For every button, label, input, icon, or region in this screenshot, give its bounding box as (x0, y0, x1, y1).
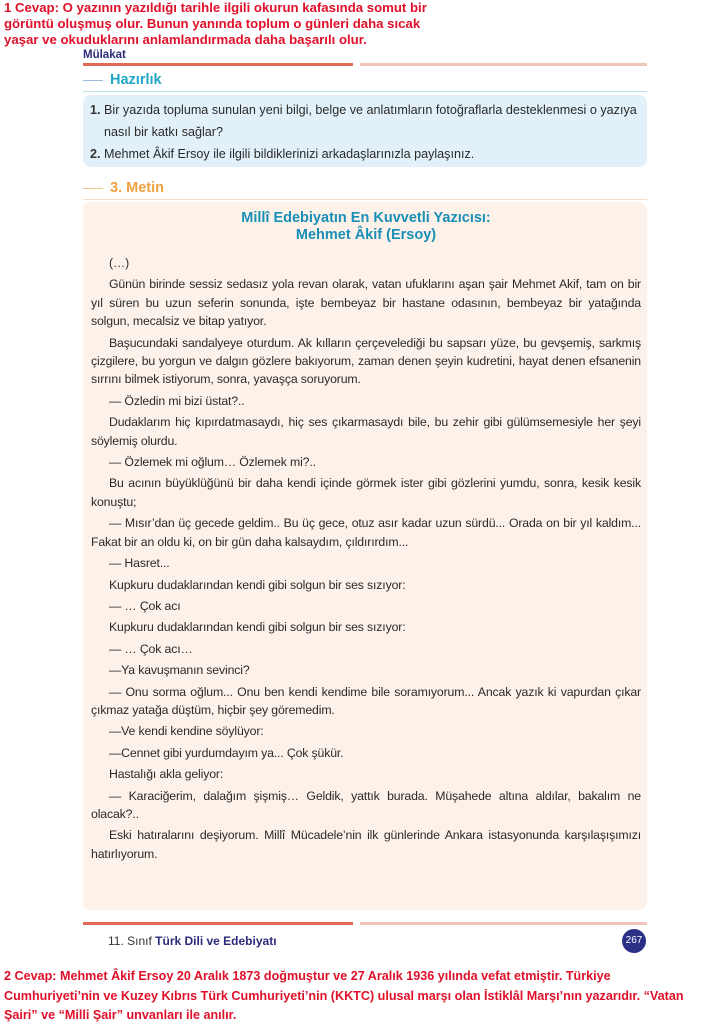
paragraph: — Mısır’dan üç gecede geldim.. Bu üç gece, otuz asır kadar uzun sürdü... Orada on bir yıl kaldım... Fakat bir an oldu ki, on bir gün daha kalsaydım, çıldırırdım... (91, 516, 641, 549)
paragraph: — Hasret... (109, 556, 170, 571)
paragraph: — Karaciğerim, dalağım şişmiş… Geldik, yattık burada. Müşahede altına aldılar, bakalım ne olacak?.. (91, 788, 641, 821)
question-1: 1. Bir yazıda topluma sunulan yeni bilgi, belge ve anlatımların fotoğraflarla desteklenmesi o yazıya nasıl bir katkı sağlar? (90, 103, 637, 139)
paragraph: —Ve kendi kendine söylüyor: (109, 724, 264, 739)
paragraph: Kupkuru dudaklarından kendi gibi solgun bir ses sızıyor: (109, 577, 406, 592)
paragraph: — Özlemek mi oğlum… Özlemek mi?.. (109, 455, 316, 470)
text-body (91, 254, 641, 863)
paragraph: —Ya kavuşmanın sevinci? (109, 663, 250, 678)
paragraph: — … Çok acı (109, 598, 181, 613)
paragraph: —Cennet gibi yurdumdayım ya... Çok şükür. (109, 745, 344, 760)
paragraph: Hastalığı akla geliyor: (109, 767, 224, 782)
divider (83, 91, 647, 92)
footer-rules (0, 922, 711, 925)
section-text-title: 3. Metin (83, 180, 164, 196)
paragraph: — Özledin mi bizi üstat?.. (109, 393, 245, 408)
paragraph: (…) (109, 256, 130, 270)
page-number: 267 (622, 929, 646, 953)
section-line (83, 188, 103, 189)
footer-book-title: 11. Sınıf Türk Dili ve Edebiyatı (108, 934, 277, 948)
footer (0, 929, 711, 961)
footer-rule-light (360, 922, 647, 925)
paragraph: Kupkuru dudaklarından kendi gibi solgun bir ses sızıyor: (109, 620, 406, 635)
answer-2: 2 Cevap: Mehmet Âkif Ersoy 20 Aralık 1873 doğmuştur ve 27 Aralık 1936 yılında vefat etmiştir. Türkiye Cumhuriyeti’nin ve Kuzey Kıbrıs Türk Cumhuriyeti’nin (KKTC) ulusal marşı olan İstiklâl Marşı’nın yazarıdır. “Vatan Şairi” ve “Milli Şair” unvanları ile anılır. (4, 969, 684, 1022)
paragraph: Bu acının büyüklüğünü bir daha kendi içinde görmek ister gibi gözlerini yumdu, sonra, kesik kesik konuştu; (91, 476, 641, 509)
header-rule-light (360, 63, 647, 66)
preparation-box (83, 95, 647, 167)
question-2: 2. Mehmet Âkif Ersoy ile ilgili bildiklerinizi arkadaşlarınızla paylaşınız. (90, 147, 475, 161)
reading-text-box (83, 202, 647, 910)
paragraph: Eski hatıralarını deşiyorum. Millî Mücadele’nin ilk günlerinde Ankara istasyonunda karşılaşışımızı hatırlıyorum. (91, 828, 641, 861)
paragraph: — … Çok acı… (109, 641, 193, 656)
paragraph: — Onu sorma oğlum... Onu ben kendi kendime bile soramıyorum... Ancak yazık ki vapurdan çıkar çıkmaz yatağa düştüm, hiçbir şey göremedim. (91, 684, 641, 717)
section-preparation-title: Hazırlık (83, 72, 162, 88)
text-title: Millî Edebiyatın En Kuvvetli Yazıcısı: Mehmet Âkif (Ersoy) (241, 210, 491, 243)
divider (83, 199, 647, 200)
paragraph: Günün birinde sessiz sedasız yola revan olarak, vatan ufuklarını aşan şair Mehmet Akif, tam on bir yıl süren bu uzun seferin sonunda, işte bembeyaz bir hastane odasının, bembeyaz bir yatağında solgun, mecalsiz ve bitap yatıyor. (91, 277, 641, 329)
header-rule (83, 63, 353, 66)
paragraph: Başucundaki sandalyeye oturdum. Ak kılların çerçevelediği bu sapsarı yüze, bu gevşemiş, sarkmış çizgilere, bu yorgun ve dalgın gözlere bakıyorum, zaman denen şeyin kudretini, hayat denen efsanenin sırrını bilmek istiyorum, sonra, yavaşça soruyorum. (91, 335, 641, 387)
footer-rule (83, 922, 353, 925)
answer-1: 1 Cevap: O yazının yazıldığı tarihle ilgili okurun kafasında somut bir görüntü oluşmuş olur. Bunun yanında toplum o günleri daha sıcak yaşar ve okuduklarını anlamlandırmada daha başarılı olur. (4, 0, 427, 47)
paragraph: Dudaklarım hiç kıpırdatmasaydı, hiç ses çıkarmasaydı bile, bu zehir gibi gülümsemesiyle her şeyi söylemiş olurdu. (91, 415, 641, 448)
section-line (83, 80, 103, 81)
lower-section (0, 202, 711, 1026)
unit-header: Mülakat (83, 49, 126, 61)
